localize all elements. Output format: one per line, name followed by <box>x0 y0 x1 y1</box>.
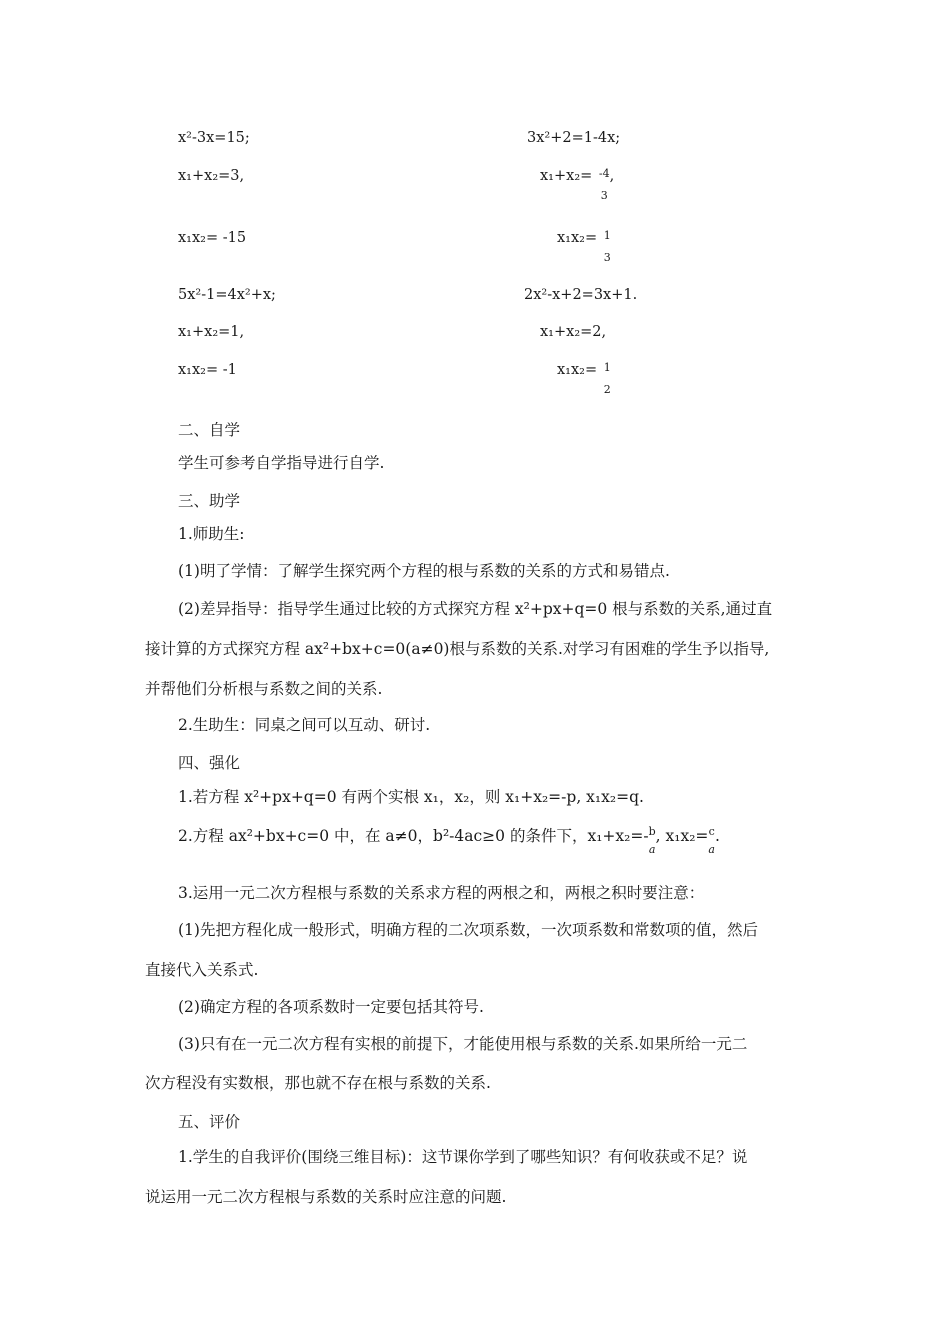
reinforce-item-2-product: x₁x₂= <box>665 827 709 845</box>
example4-product-fraction <box>604 361 611 396</box>
example2-sum <box>540 167 614 202</box>
example1-product: x₁x₂= -15 <box>178 230 247 246</box>
example4-equation: 2x²-x+2=3x+1. <box>524 287 638 303</box>
example2-sum-fraction <box>599 167 610 202</box>
example4-product <box>557 361 611 396</box>
example2-product-denominator: 3 <box>603 251 611 264</box>
section-self-study-title: 二、自学 <box>178 421 241 439</box>
example4-sum: x₁+x₂=2, <box>540 324 607 340</box>
section-reinforce-item-3: 3.运用一元二次方程根与系数的关系求方程的两根之和，两根之积时要注意： <box>178 884 705 902</box>
reinforce-item-2-text: 2.方程 ax²+bx+c=0 中，在 a≠0，b²-4ac≥0 的条件下， <box>178 827 588 845</box>
example4-product-numerator: 1 <box>603 361 611 374</box>
example4-product-denominator: 2 <box>603 383 611 396</box>
example3-product: x₁x₂= -1 <box>178 362 237 378</box>
example2-sum-tail: , <box>609 168 615 184</box>
example4-product-lhs: x₁x₂= <box>557 362 598 378</box>
section-reinforce-item-1: 1.若方程 x²+px+q=0 有两个实根 x₁，x₂，则 x₁+x₂=-p, x₁x₂=q. <box>178 788 644 806</box>
section-evaluation-title: 五、评价 <box>178 1113 241 1131</box>
reinforce-item-2-product-denominator: a <box>708 843 715 856</box>
reinforce-item-2-sum-fraction <box>649 826 656 856</box>
reinforce-item-2-product-numerator: c <box>708 825 715 838</box>
section-assist-title: 三、助学 <box>178 492 241 510</box>
reinforce-item-2-sum-numerator: b <box>648 825 656 838</box>
section-evaluation-item-1-line1: 1.学生的自我评价(围绕三维目标)：这节课你学到了哪些知识？有何收获或不足？说 <box>178 1148 748 1166</box>
section-assist-item-1-2-line3: 并帮他们分析根与系数之间的关系. <box>145 680 383 698</box>
section-reinforce-item-3-3-line2: 次方程没有实数根，那也就不存在根与系数的关系. <box>145 1074 491 1092</box>
section-evaluation-item-1-line2: 说运用一元二次方程根与系数的关系时应注意的问题. <box>145 1188 507 1206</box>
example2-product-numerator: 1 <box>603 229 611 242</box>
section-assist-item-1-2-line1: (2)差异指导：指导学生通过比较的方式探究方程 x²+px+q=0 根与系数的关系,通过直 <box>178 600 773 618</box>
section-self-study-text: 学生可参考自学指导进行自学. <box>178 454 385 472</box>
section-reinforce-item-2 <box>178 826 720 856</box>
example2-product-fraction <box>604 229 611 264</box>
section-reinforce-item-3-1-line2: 直接代入关系式. <box>145 961 259 979</box>
section-assist-item-1-2-line2: 接计算的方式探究方程 ax²+bx+c=0(a≠0)根与系数的关系.对学习有困难的学生予以指导, <box>145 640 770 658</box>
reinforce-item-2-separator: , <box>655 827 666 845</box>
example1-equation: x²-3x=15; <box>178 130 250 146</box>
example1-sum: x₁+x₂=3, <box>178 168 245 184</box>
section-assist-item-2: 2.生助生：同桌之间可以互动、研讨. <box>178 716 431 734</box>
section-assist-item-1-1: (1)明了学情：了解学生探究两个方程的根与系数的关系的方式和易错点. <box>178 562 670 580</box>
reinforce-item-2-tail: . <box>714 827 720 845</box>
example2-product-lhs: x₁x₂= <box>557 230 598 246</box>
section-reinforce-item-3-2: (2)确定方程的各项系数时一定要包括其符号. <box>178 998 484 1016</box>
reinforce-item-2-sum: x₁+x₂=- <box>587 827 649 845</box>
example3-equation: 5x²-1=4x²+x; <box>178 287 276 303</box>
section-reinforce-item-3-1-line1: (1)先把方程化成一般形式，明确方程的二次项系数，一次项系数和常数项的值，然后 <box>178 921 758 939</box>
example2-equation: 3x²+2=1-4x; <box>527 130 621 146</box>
example2-sum-denominator: 3 <box>600 189 608 202</box>
section-assist-item-1: 1.师助生: <box>178 525 245 543</box>
example2-sum-numerator: -4 <box>598 167 610 180</box>
example3-sum: x₁+x₂=1, <box>178 324 245 340</box>
example2-product <box>557 229 611 264</box>
section-reinforce-item-3-3-line1: (3)只有在一元二次方程有实根的前提下，才能使用根与系数的关系.如果所给一元二 <box>178 1035 748 1053</box>
example2-sum-lhs: x₁+x₂= <box>540 168 593 184</box>
section-reinforce-title: 四、强化 <box>178 754 241 772</box>
reinforce-item-2-sum-denominator: a <box>648 843 656 856</box>
